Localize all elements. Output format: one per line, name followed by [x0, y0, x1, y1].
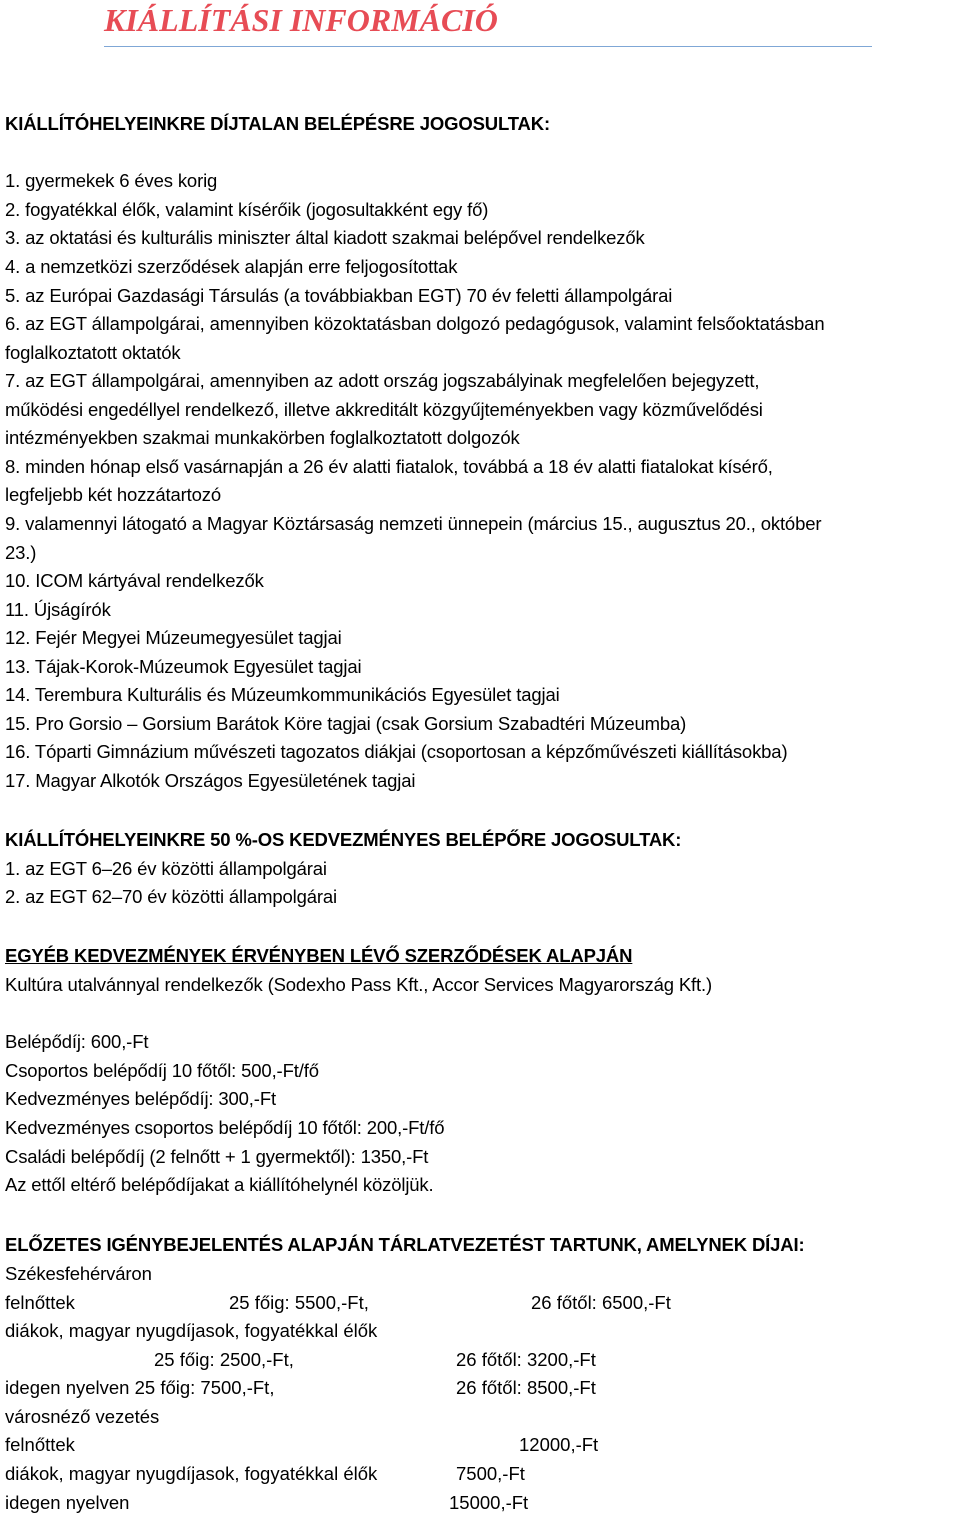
guided-city: Székesfehérváron	[5, 1263, 152, 1284]
foreign-price-from26: 26 főtől: 8500,-Ft	[456, 1377, 596, 1398]
price-line: Kedvezményes belépődíj: 300,-Ft	[5, 1088, 276, 1109]
price-line: Családi belépődíj (2 felnőtt + 1 gyermektől): 1350,-Ft	[5, 1146, 429, 1167]
city-tour-label: városnéző vezetés	[5, 1406, 160, 1427]
city-tour-foreign-label: idegen nyelven	[5, 1492, 130, 1513]
title-underline	[104, 46, 872, 47]
discount-line: 2. az EGT 62–70 év közötti állampolgárai	[5, 886, 337, 907]
free-entry-line: legfeljebb két hozzátartozó	[5, 484, 222, 505]
free-entry-line: 7. az EGT állampolgárai, amennyiben az adott ország jogszabályinak megfelelően bejegyzett,	[5, 370, 760, 391]
free-entry-line: 9. valamennyi látogató a Magyar Köztársaság nemzeti ünnepein (március 15., augusztus 20., október	[5, 513, 822, 534]
price-line: Belépődíj: 600,-Ft	[5, 1031, 149, 1052]
other-discounts-line: Kultúra utalvánnyal rendelkezők (Sodexho Pass Kft., Accor Services Magyarország Kft.)	[5, 974, 713, 995]
reduced-label: diákok, magyar nyugdíjasok, fogyatékkal élők	[5, 1320, 378, 1341]
guided-tour-heading: ELŐZETES IGÉNYBEJELENTÉS ALAPJÁN TÁRLATVEZETÉST TARTUNK, AMELYNEK DÍJAI:	[5, 1234, 805, 1255]
price-line: Kedvezményes csoportos belépődíj 10 főtől: 200,-Ft/fő	[5, 1117, 445, 1138]
free-entry-line: működési engedéllyel rendelkező, illetve akkreditált közgyűjteményekben vagy közművelődési	[5, 399, 763, 420]
free-entry-line: 4. a nemzetközi szerződések alapján erre feljogosítottak	[5, 256, 458, 277]
free-entry-line: foglalkoztatott oktatók	[5, 342, 181, 363]
free-entry-line: 2. fogyatékkal élők, valamint kísérőik (jogosultakként egy fő)	[5, 199, 489, 220]
free-entry-line: 14. Terembura Kulturális és Múzeumkommunikációs Egyesület tagjai	[5, 684, 560, 705]
free-entry-line: 13. Tájak-Korok-Múzeumok Egyesület tagjai	[5, 656, 362, 677]
discount-heading: KIÁLLÍTÓHELYEINKRE 50 %-OS KEDVEZMÉNYES BELÉPŐRE JOGOSULTAK:	[5, 829, 682, 850]
adults-price-from26: 26 főtől: 6500,-Ft	[531, 1292, 671, 1313]
reduced-price-to25: 25 főig: 2500,-Ft,	[154, 1349, 294, 1370]
free-entry-line: 17. Magyar Alkotók Országos Egyesületének tagjai	[5, 770, 416, 791]
free-entry-heading: KIÁLLÍTÓHELYEINKRE DÍJTALAN BELÉPÉSRE JOGOSULTAK:	[5, 113, 550, 134]
foreign-price-to25: idegen nyelven 25 főig: 7500,-Ft,	[5, 1377, 275, 1398]
free-entry-line: 6. az EGT állampolgárai, amennyiben közoktatásban dolgozó pedagógusok, valamint felsőoktatásban	[5, 313, 825, 334]
free-entry-line: 5. az Európai Gazdasági Társulás (a továbbiakban EGT) 70 év feletti állampolgárai	[5, 285, 673, 306]
free-entry-line: 23.)	[5, 542, 37, 563]
discount-line: 1. az EGT 6–26 év közötti állampolgárai	[5, 858, 327, 879]
free-entry-line: 8. minden hónap első vasárnapján a 26 év alatti fiatalok, továbbá a 18 év alatti fiatalokat kísérő,	[5, 456, 773, 477]
free-entry-line: 12. Fejér Megyei Múzeumegyesület tagjai	[5, 627, 342, 648]
other-discounts-heading: EGYÉB KEDVEZMÉNYEK ÉRVÉNYBEN LÉVŐ SZERZŐDÉSEK ALAPJÁN	[5, 945, 633, 966]
free-entry-line: 3. az oktatási és kulturális miniszter által kiadott szakmai belépővel rendelkezők	[5, 227, 645, 248]
price-line: Az ettől eltérő belépődíjakat a kiállítóhelynél közöljük.	[5, 1174, 434, 1195]
city-tour-reduced-label: diákok, magyar nyugdíjasok, fogyatékkal élők	[5, 1463, 378, 1484]
city-tour-reduced-price: 7500,-Ft	[456, 1463, 525, 1484]
free-entry-line: 11. Újságírók	[5, 599, 111, 620]
reduced-price-from26: 26 főtől: 3200,-Ft	[456, 1349, 596, 1370]
free-entry-line: intézményekben szakmai munkakörben foglalkoztatott dolgozók	[5, 427, 520, 448]
city-tour-adults-price: 12000,-Ft	[519, 1434, 599, 1455]
free-entry-line: 16. Tóparti Gimnázium művészeti tagozatos diákjai (csoportosan a képzőművészeti kiállításokba)	[5, 741, 788, 762]
page-title: KIÁLLÍTÁSI INFORMÁCIÓ	[104, 2, 498, 38]
city-tour-foreign-price: 15000,-Ft	[449, 1492, 529, 1513]
price-line: Csoportos belépődíj 10 főtől: 500,-Ft/fő	[5, 1060, 319, 1081]
free-entry-line: 1. gyermekek 6 éves korig	[5, 170, 218, 191]
city-tour-adults-label: felnőttek	[5, 1434, 75, 1455]
adults-label: felnőttek	[5, 1292, 75, 1313]
free-entry-line: 10. ICOM kártyával rendelkezők	[5, 570, 264, 591]
free-entry-line: 15. Pro Gorsio – Gorsium Barátok Köre tagjai (csak Gorsium Szabadtéri Múzeumba)	[5, 713, 687, 734]
adults-price-to25: 25 főig: 5500,-Ft,	[229, 1292, 369, 1313]
